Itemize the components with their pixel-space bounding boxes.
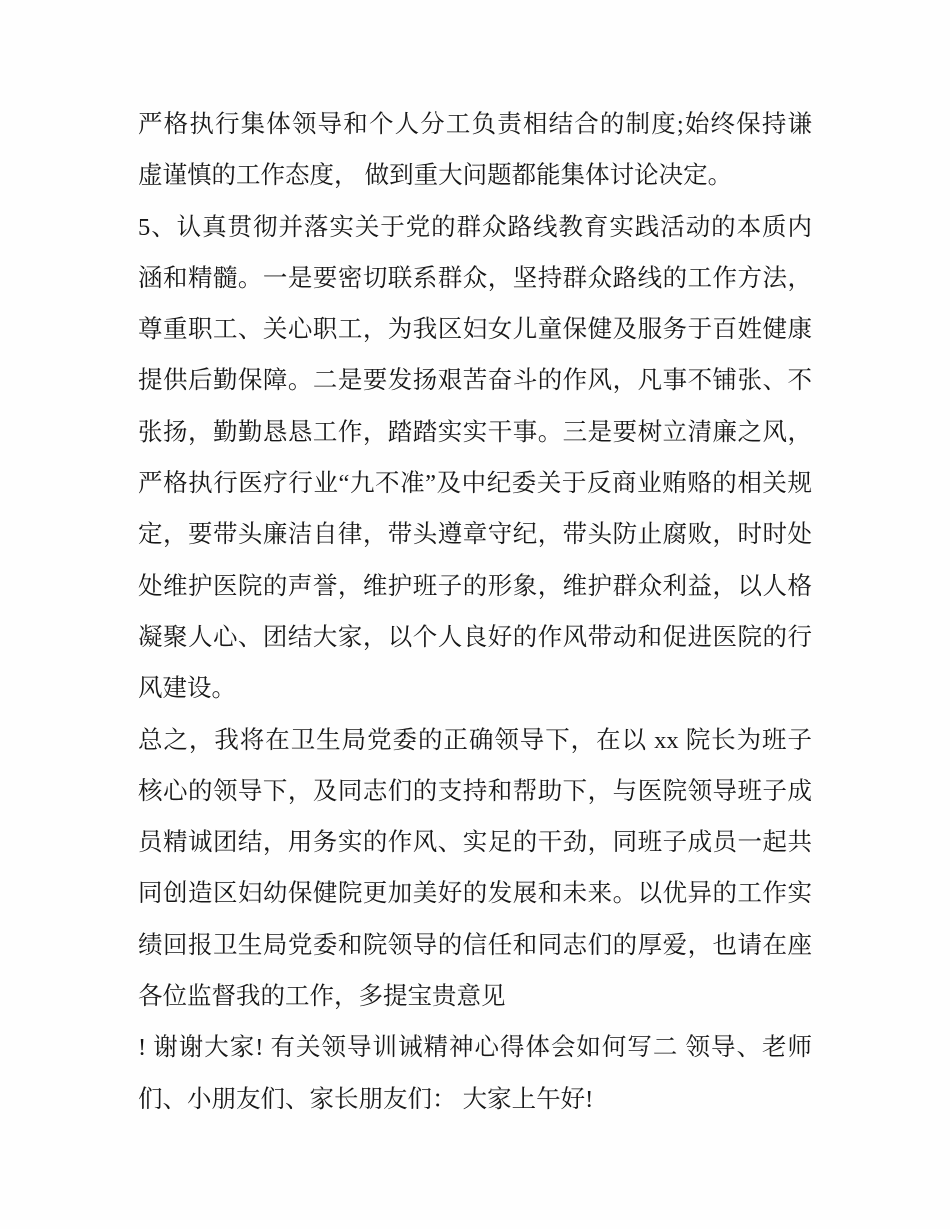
text-line: 涵和精髓。一是要密切联系群众，坚持群众路线的工作方法， bbox=[138, 264, 812, 292]
text-line: 虚谨慎的工作态度， 做到重大问题都能集体讨论决定。 bbox=[138, 162, 733, 190]
text-line: 5、认真贯彻并落实关于党的群众路线教育实践活动的本质内 bbox=[138, 213, 812, 241]
text-line: 风建设。 bbox=[138, 675, 236, 703]
document-text bbox=[138, 99, 812, 1125]
text-line: 尊重职工、关心职工，为我区妇女儿童保健及服务于百姓健康 bbox=[138, 316, 812, 344]
text-line: 员精诚团结，用务实的作风、实足的干劲，同班子成员一起共 bbox=[138, 829, 812, 857]
text-line: 们、小朋友们、家长朋友们： 大家上午好! bbox=[138, 1085, 594, 1113]
text-line: ! 谢谢大家! 有关领导训诫精神心得体会如何写二 领导、老师 bbox=[138, 1034, 812, 1062]
text-line: 张扬，勤勤恳恳工作，踏踏实实干事。三是要树立清廉之风， bbox=[138, 418, 812, 446]
text-line: 定，要带头廉洁自律，带头遵章守纪，带头防止腐败，时时处 bbox=[138, 521, 812, 549]
text-line: 同创造区妇幼保健院更加美好的发展和未来。以优异的工作实 bbox=[138, 880, 812, 908]
text-line: 凝聚人心、团结大家，以个人良好的作风带动和促进医院的行 bbox=[138, 623, 812, 651]
text-line: 处维护医院的声誉，维护班子的形象，维护群众利益，以人格 bbox=[138, 572, 812, 600]
text-line: 核心的领导下，及同志们的支持和帮助下，与医院领导班子成 bbox=[138, 777, 812, 805]
text-line: 绩回报卫生局党委和院领导的信任和同志们的厚爱，也请在座 bbox=[138, 931, 812, 959]
text-line: 提供后勤保障。二是要发扬艰苦奋斗的作风，凡事不铺张、不 bbox=[138, 367, 812, 395]
text-line: 严格执行医疗行业“九不准”及中纪委关于反商业贿赂的相关规 bbox=[138, 470, 812, 498]
text-line: 严格执行集体领导和个人分工负责相结合的制度;始终保持谦 bbox=[138, 111, 812, 138]
text-line: 总之，我将在卫生局党委的正确领导下，在以 xx 院长为班子 bbox=[138, 726, 812, 754]
text-line: 各位监督我的工作，多提宝贵意见 bbox=[138, 983, 506, 1011]
